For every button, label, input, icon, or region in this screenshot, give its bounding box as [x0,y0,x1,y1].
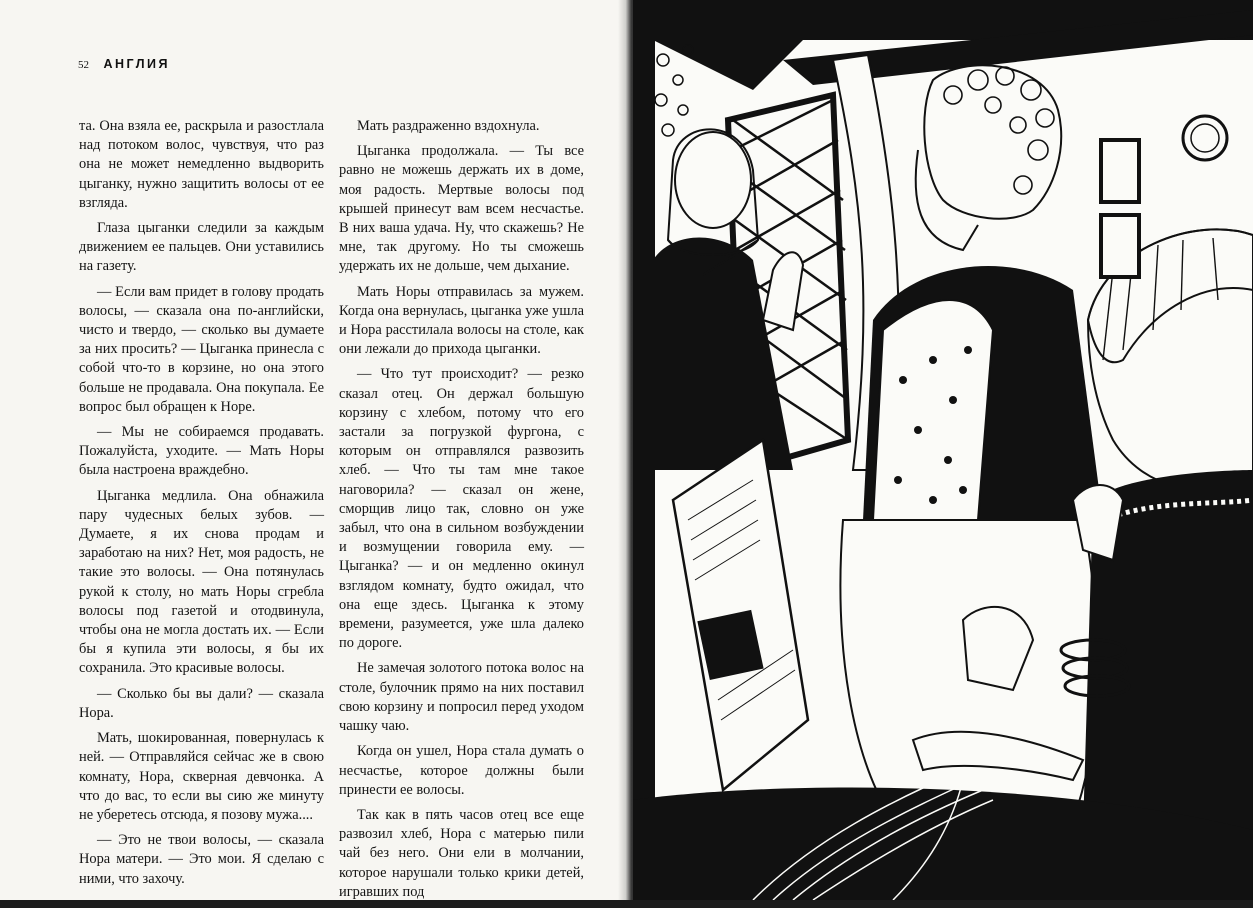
ink-illustration [633,0,1253,900]
paragraph: Мать Норы отправилась за мужем. Когда она вернулась, цыганка уже ушла и Нора расстилала волосы на столе, как они лежали до прихода цыганки. [339,283,584,358]
paragraph: — Мы не собираемся продавать. Пожалуйста, уходите. — Мать Норы была настроена враждебно. [79,424,324,479]
wall-picture [1101,140,1139,202]
nora-figure [1061,229,1253,830]
wall-plate [1183,116,1227,160]
paragraph: — Если вам придет в голову продать волосы, — сказала она по-английски, чисто и твердо, — сколько вы думаете за них просить? — Цыганка принесла с собой что-то в корзине, но она этого больше не продавала. Она покупала. Ее вопрос был обращен к Норе. [79,283,324,415]
paragraph: Глаза цыганки следили за каждым движением ее пальцев. Они уставились на газету. [79,220,324,275]
paragraph: Цыганка медлила. Она обнажила пару чудесных белых зубов. — Думаете, я их снова продам и заработаю на них? Нет, моя радость, не такие это волосы. — Она потянулась рукой к столу, но мать Норы сгребла волосы под газетой и отодвинула, чтобы она не могла достать их. — Если бы я купила эти волосы, я бы их сохранила. Это красивые волосы. [79,487,324,677]
running-header [78,55,170,73]
paragraph: Мать раздраженно вздохнула. [357,118,540,134]
paragraph: Когда он ушел, Нора стала думать о несчастье, которое должны были принести ее волосы. [339,743,584,798]
paragraph: Мать, шокированная, повернулась к ней. — Отправляйся сейчас же в свою комнату, Нора, скверная девчонка. А что до вас, то если вы сию же минуту не уберетесь отсюда, я позову мужа.... [79,730,324,823]
paragraph: — Что тут происходит? — резко сказал отец. Он держал большую корзину с хлебом, потому что его застали за погрузкой фургона, с которым он отправлялся развозить хлеб. — Что ты там мне такое наговорила? — сказал он жене, сморщив лицо так, словно он уже забыл, что она в сильном возбуждении и возмущении говорила ему. — Цыганка? — и он медленно окинул взглядом комнату, будто ожидал, что она еще здесь. Цыганка к этому времени, разумеется, уже шла далеко по дороге. [339,366,584,652]
illustration-page [633,0,1253,900]
paragraph: Не замечая золотого потока волос на столе, булочник прямо на них поставил свою корзину и попросил перед уходом чашку чаю. [339,660,584,735]
section-title: АНГЛИЯ [103,57,171,71]
paragraph: Цыганка продолжала. — Ты все равно не можешь держать их в доме, моя радость. Мертвые волосы под крышей принесут вам всем несчастье. В них ваша удача. Ну, что скажешь? Не мне, так другому. Но ты сможешь удержать их не дольше, чем дыхание. [339,143,584,275]
text-column-right [339,117,584,908]
paragraph: та. Она взяла ее, раскрыла и разостлала над потоком волос, чувствуя, что раз она не может немедленно выдворить цыганку, нужно защитить волосы от ее взгляда. [79,118,324,211]
wall-picture [1101,215,1139,277]
paragraph: — Сколько бы вы дали? — сказала Нора. [79,685,324,721]
left-page [0,0,626,900]
text-column-left [79,117,324,895]
page-number: 52 [78,59,89,71]
paragraph: Так как в пять часов отец все еще развозил хлеб, Нора с матерью пили чай без него. Они ели в молчании, которое нарушали только крики детей, игравших под [339,806,584,900]
paragraph: — Это не твои волосы, — сказала Нора матери. — Это мои. Я сделаю с ними, что захочу. [79,832,324,887]
